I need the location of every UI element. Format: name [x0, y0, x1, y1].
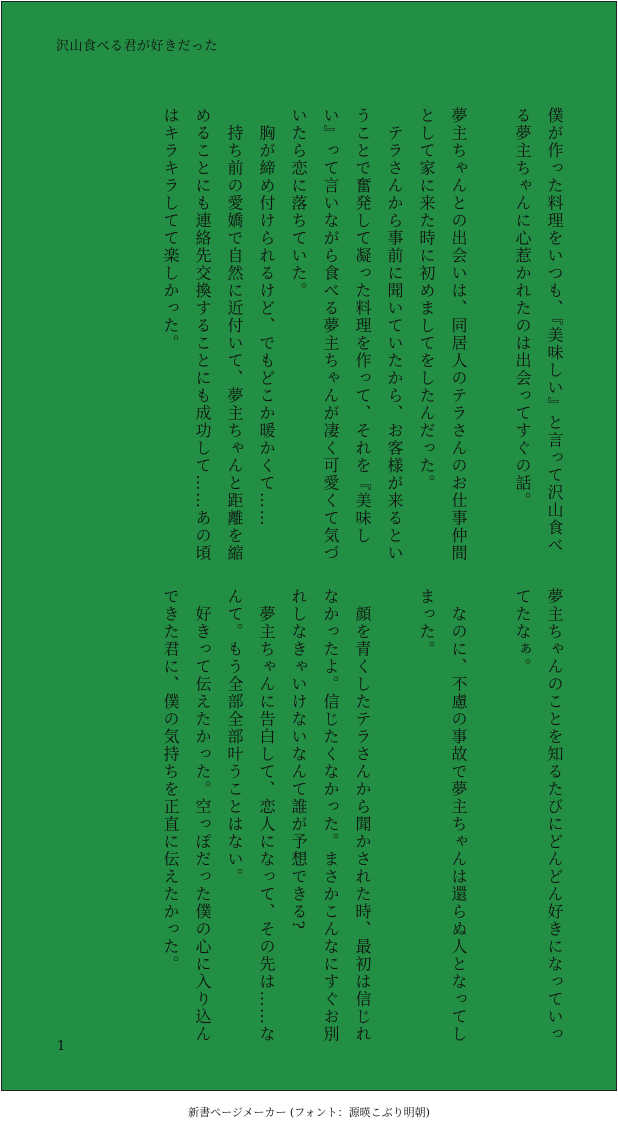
generator-credit: 新書ページメーカー (フォント：源暎こぶり明朝): [188, 1106, 430, 1119]
body-text-upper: 僕が作った料理をいつも、『美味しい』と言って沢山食べる夢主ちゃんに心惹かれたのは出会ってすぐの話。 夢主ちゃんとの出会いは、同居人のテラさんのお仕事仲間として家に来た時に初めましてをしたんだった。 テラさんから事前に聞いていたから、お客様が来るということで奮発して凝った料理を作って、それを『美味しい』って言いながら食べる夢主ちゃんが凄く可愛くて気づいたら恋に落ちていた。 胸が締め付けられるけど、でもどこか暖かくて…… 持ち前の愛嬌で自然に近付いて、夢主ちゃんと距離を縮めることにも連絡先交換することにも成功して……あの頃はキラキラしてて楽しかった。: [161, 107, 564, 562]
page-title: 沢山食べる君が好きだった: [56, 39, 219, 54]
body-text-lower: 夢主ちゃんのことを知るたびにどんどん好きになっていってたなぁ。 なのに、不慮の事故で夢主ちゃんは還らぬ人となってしまった。 顔を青くしたテラさんから聞かされた時、最初は信じれなかったよ。信じたくなかった。まさかこんなにすぐお別れしなきゃいけないなんて誰が予想できる? 夢主ちゃんに告白して、恋人になって、その先は……なんて。もう全部全部叶うことはない。 好きって伝えたかった。空っぽだった僕の心に入り込んできた君に、僕の気持ちを正直に伝えたかった。: [161, 588, 564, 1043]
novel-page: [1, 1, 617, 1091]
page-number: 1: [57, 1039, 66, 1054]
